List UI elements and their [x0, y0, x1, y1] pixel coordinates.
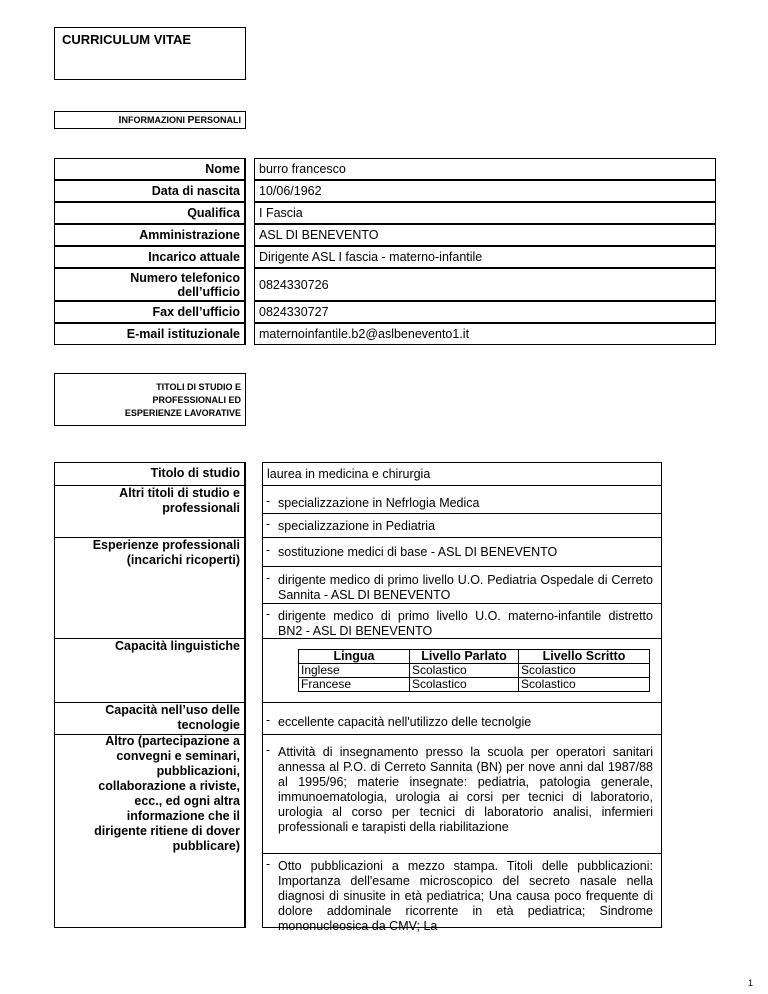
titles-values-column: [262, 462, 662, 933]
list-item-text: specializzazione in Pediatria: [278, 519, 436, 533]
value-data-nascita: 10/06/1962: [254, 180, 716, 202]
divider: [263, 485, 661, 486]
label-nome: Nome: [54, 158, 246, 180]
label-email: E-mail istituzionale: [54, 323, 246, 345]
label-altro: [94, 734, 240, 854]
label-line: tecnologie: [177, 718, 240, 732]
bullet-dash: -: [266, 857, 271, 871]
value-fax: 0824330727: [254, 301, 716, 323]
divider: [263, 513, 661, 514]
header-line: TITOLI DI STUDIO E: [156, 382, 241, 392]
label-line: informazione che il: [126, 809, 240, 823]
label-line: dirigente ritiene di dover: [94, 824, 240, 838]
table-cell: Scolastico: [410, 664, 519, 678]
bullet-dash: -: [266, 494, 271, 508]
divider: [263, 537, 661, 538]
label-incarico: Incarico attuale: [54, 246, 246, 268]
table-cell: Inglese: [299, 664, 410, 678]
title-box: [54, 27, 246, 80]
label-capacita-linguistiche: Capacità linguistiche: [114, 639, 240, 653]
value-titolo: laurea in medicina e chirurgia: [267, 467, 431, 481]
label-altri-titoli: [119, 486, 240, 516]
label-titolo: Titolo di studio: [150, 466, 240, 480]
divider: [263, 702, 661, 703]
divider: [263, 853, 661, 854]
label-amministrazione: Amministrazione: [54, 224, 246, 246]
section-header-personal-info: [54, 111, 246, 129]
label-line: collaborazione a riviste,: [98, 779, 240, 793]
label-qualifica: Qualifica: [54, 202, 246, 224]
bullet-dash: -: [266, 543, 271, 557]
divider: [263, 603, 661, 604]
label-line: ecc., ed ogni altra: [134, 794, 240, 808]
label-data-nascita: Data di nascita: [54, 180, 246, 202]
header-initial: I: [118, 114, 122, 126]
titles-labels-column: [54, 462, 246, 928]
bullet-dash: -: [266, 607, 271, 621]
list-item-text: Attività di insegnamento presso la scuola per operatori sanitari annessa al P.O. di Cerreto Sannita (BN) per nove anni dal 1987/88 al 1995/96; materie insegnate: pediatria, patologia generale, immunoematologia, urologia ai corsi per tecnici di laboratorio, urologia al corso per tecnici di laboratorio analisi, infermieri professionali e tarapisti della riabilitazione: [278, 745, 653, 834]
value-email: maternoinfantile.b2@aslbenevento1.it: [254, 323, 716, 345]
value-incarico: Dirigente ASL I fascia - materno-infantile: [254, 246, 716, 268]
divider: [263, 734, 661, 735]
label-telefono-line2: dell’ufficio: [177, 285, 240, 299]
table-cell: Scolastico: [519, 678, 650, 692]
section-header-titles: [54, 373, 246, 426]
list-item-text: specializzazione in Nefrlogia Medica: [278, 496, 480, 510]
label-line: pubblicazioni,: [156, 764, 240, 778]
list-item-text: sostituzione medici di base - ASL DI BENEVENTO: [278, 545, 558, 559]
table-cell: Scolastico: [519, 664, 650, 678]
label-line: (incarichi ricoperti): [126, 553, 240, 567]
header-line: PROFESSIONALI ED: [152, 395, 241, 405]
divider: [263, 566, 661, 567]
value-nome: burro francesco: [254, 158, 716, 180]
document-title: CURRICULUM VITAE: [62, 32, 192, 47]
table-cell: Scolastico: [410, 678, 519, 692]
label-line: Altri titoli di studio e: [119, 486, 240, 500]
list-item-text: dirigente medico di primo livello U.O. materno-infantile distretto BN2 - ASL DI BENEVENTO: [278, 609, 653, 638]
bullet-dash: -: [266, 713, 271, 727]
label-telefono: [54, 268, 246, 301]
header-initial: P: [187, 114, 195, 126]
list-item-text: eccellente capacità nell'utilizzo delle tecnolgie: [278, 715, 532, 729]
column-header: Livello Scritto: [519, 650, 650, 664]
table-row: [299, 664, 650, 678]
label-esperienze: [93, 538, 240, 568]
label-telefono-line1: Numero telefonico: [130, 271, 240, 285]
bullet-dash: -: [266, 517, 271, 531]
label-fax: Fax dell’ufficio: [54, 301, 246, 323]
table-cell: Francese: [299, 678, 410, 692]
header-line: ESPERIENZE LAVORATIVE: [124, 408, 241, 418]
bullet-dash: -: [266, 571, 271, 585]
list-item-text: Otto pubblicazioni a mezzo stampa. Titoli delle pubblicazioni: Importanza dell'esame microscopico del secreto nasale nella diagnosi di sinusite in età pediatrica; Una causa poco frequente di dolore addominale ricorrente in età pediatrica; Sindrome mononucleosica da CMV; La: [278, 859, 653, 933]
header-text: ERSONALI: [194, 115, 241, 125]
table-row: [299, 678, 650, 692]
page-number: 1: [748, 978, 754, 988]
list-item-text: dirigente medico di primo livello U.O. Pediatria Ospedale di Cerreto Sannita - ASL DI BENEVENTO: [278, 573, 653, 602]
label-line: Esperienze professionali: [92, 538, 240, 552]
value-telefono: 0824330726: [254, 268, 716, 301]
header-text: NFORMAZIONI: [121, 115, 188, 125]
label-line: professionali: [162, 501, 240, 515]
label-line: Capacità nell’uso delle: [105, 703, 240, 717]
column-header: Lingua: [299, 650, 410, 664]
table-header-row: [299, 650, 650, 664]
column-header: Livello Parlato: [410, 650, 519, 664]
label-line: pubblicare): [172, 839, 240, 853]
label-capacita-tecnologie: [105, 703, 240, 733]
value-qualifica: I Fascia: [254, 202, 716, 224]
label-line: convegni e seminari,: [116, 749, 240, 763]
bullet-dash: -: [266, 743, 271, 757]
languages-table: [298, 649, 650, 692]
label-line: Altro (partecipazione a: [105, 734, 240, 748]
divider: [263, 638, 661, 639]
value-amministrazione: ASL DI BENEVENTO: [254, 224, 716, 246]
